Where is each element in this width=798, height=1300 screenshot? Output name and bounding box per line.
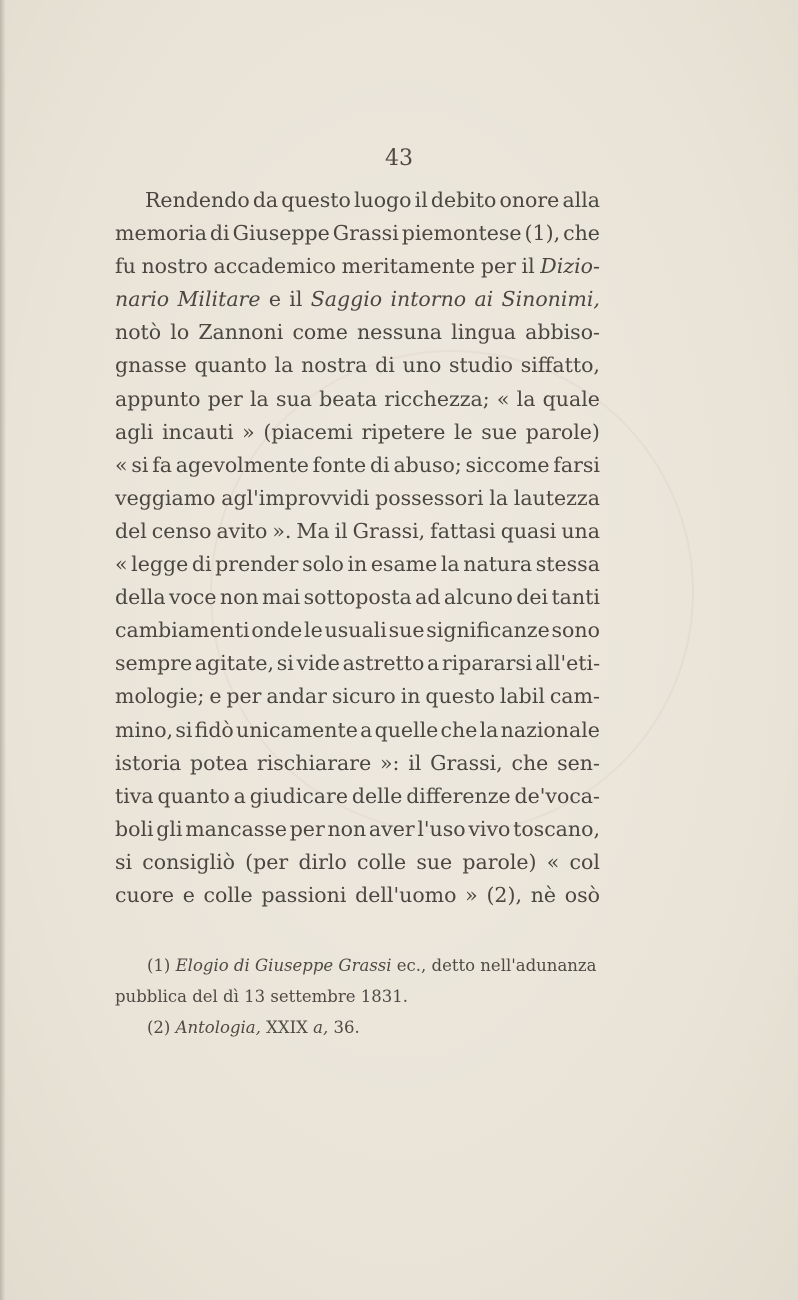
word: per [480, 254, 516, 279]
word: agli [115, 419, 154, 444]
word: sen- [557, 750, 600, 775]
word: onde [251, 618, 303, 643]
word: (piacemi [263, 419, 353, 444]
word: « [115, 552, 128, 577]
word: fattasi [430, 518, 496, 543]
word: « [496, 386, 510, 411]
word: vivo [468, 816, 511, 841]
word: tiva [115, 783, 154, 808]
word: Saggio [310, 287, 383, 312]
word: l'uso [417, 816, 466, 841]
word: appunto [115, 386, 201, 411]
word: sono [551, 618, 600, 643]
word: alla [562, 188, 600, 212]
word: notò [115, 320, 162, 345]
word: le [304, 618, 323, 643]
word: il [521, 254, 535, 279]
footnote-2-a: a, [313, 1018, 334, 1037]
word: lingua [451, 320, 517, 345]
word: significanze [426, 618, 550, 643]
word: boli [115, 816, 154, 841]
word: avito [216, 518, 268, 543]
text-line [115, 747, 600, 780]
word: come [292, 320, 348, 345]
word: aver [368, 816, 415, 841]
word: questo [281, 188, 351, 212]
word: fidò [194, 717, 234, 742]
word: mologie; [115, 684, 205, 709]
text-line [115, 349, 600, 382]
word: col [569, 849, 600, 874]
word: ripetere [361, 419, 446, 444]
word: esame [370, 552, 438, 577]
word: cambiamenti [115, 618, 250, 643]
word: sempre [115, 651, 193, 676]
word: agevolmente [175, 452, 309, 477]
word: la [489, 485, 509, 510]
text-line [115, 780, 600, 813]
word: la [274, 353, 294, 378]
word: la [516, 386, 536, 411]
word: accademico [213, 254, 337, 279]
word: Rendendo [145, 188, 250, 212]
word: a [426, 651, 440, 676]
word: giudicare [249, 783, 348, 808]
word: del [115, 518, 147, 543]
word: di [375, 353, 395, 378]
word: e [209, 684, 222, 709]
footnote-1-rest: ec., detto nell'adunanza [396, 956, 597, 975]
word: da [252, 188, 279, 212]
text-line [115, 316, 600, 349]
text-line [115, 813, 600, 846]
text-line [115, 879, 600, 912]
word: siccome [465, 452, 550, 477]
footnote-1-mark: (1) [147, 956, 176, 975]
word: colle [203, 882, 253, 907]
footnote-2-page: 36. [333, 1018, 360, 1037]
word: » [465, 882, 478, 907]
word: Dizio- [540, 254, 600, 279]
word: in [347, 552, 368, 577]
word: mino, [115, 717, 174, 742]
word: che [563, 221, 600, 246]
word: a [360, 717, 373, 742]
word: a [233, 783, 246, 808]
word: « [115, 452, 128, 477]
word: lautezza [513, 485, 600, 510]
word: labil [499, 684, 545, 709]
word: mai [262, 585, 301, 610]
word: « [546, 849, 560, 874]
text-line [115, 680, 600, 713]
word: per [226, 684, 262, 709]
text-line [115, 647, 600, 680]
word: usuali [324, 618, 387, 643]
word: il [414, 188, 428, 212]
word: censo [151, 518, 212, 543]
footnote-2-title: Antologia, [175, 1018, 267, 1037]
word: »: [380, 750, 400, 775]
word: colle [357, 849, 407, 874]
word: incauti [162, 419, 234, 444]
footnote-1 [115, 950, 600, 981]
word: onore [499, 188, 560, 212]
word: di [191, 552, 212, 577]
word: non [327, 816, 367, 841]
page-number: 43 [385, 146, 413, 171]
word: debito [430, 188, 497, 212]
word: fa [152, 452, 172, 477]
word: sicuro [331, 684, 396, 709]
word: dell'uomo [355, 882, 457, 907]
word: farsi [553, 452, 600, 477]
text-line [115, 614, 600, 647]
word: abbiso- [525, 320, 600, 345]
word: de'voca- [514, 783, 600, 808]
word: meritamente [341, 254, 476, 279]
word: nessuna [356, 320, 442, 345]
text-line [115, 184, 600, 217]
text-line [115, 217, 600, 250]
word: che [511, 750, 549, 775]
word: gnasse [115, 353, 187, 378]
word: consigliò [142, 849, 235, 874]
word: Sinonimi, [501, 287, 600, 312]
word: passioni [261, 882, 347, 907]
word: alcuno [443, 585, 513, 610]
word: le [453, 419, 473, 444]
word: sue [416, 849, 453, 874]
word: si [175, 717, 193, 742]
word: siffatto, [520, 353, 600, 378]
word: ricchezza; [384, 386, 490, 411]
word: veggiamo [115, 485, 216, 510]
word: della [115, 585, 166, 610]
word: nè [530, 882, 557, 907]
word: parole) [462, 849, 537, 874]
text-line [115, 283, 600, 316]
word: nario [115, 287, 170, 312]
text-line [115, 449, 600, 482]
word: memoria [115, 221, 207, 246]
word: luogo [353, 188, 412, 212]
word: agl'improvvidi [221, 485, 370, 510]
body-text [115, 184, 600, 912]
text-line [115, 482, 600, 515]
word: questo [425, 684, 495, 709]
word: andar [266, 684, 327, 709]
word: possessori [375, 485, 484, 510]
word: il [289, 287, 303, 312]
word: delle [351, 783, 403, 808]
word: ripararsi [441, 651, 533, 676]
word: una [561, 518, 600, 543]
word: intorno [390, 287, 467, 312]
word: quasi [500, 518, 557, 543]
text-line [115, 515, 600, 548]
word: sottoposta [303, 585, 412, 610]
word: osò [564, 882, 600, 907]
word: nazionale [500, 717, 600, 742]
text-line [115, 846, 600, 879]
word: prender [215, 552, 299, 577]
word: Grassi [332, 221, 399, 246]
word: Grassi, [430, 750, 503, 775]
word: cuore [115, 882, 174, 907]
word: dirlo [298, 849, 347, 874]
word: gli [156, 816, 183, 841]
word: ad [415, 585, 441, 610]
word: non [219, 585, 259, 610]
word: studio [449, 353, 514, 378]
word: si [276, 651, 294, 676]
word: sue [481, 419, 518, 444]
word: fu [115, 254, 136, 279]
word: di [209, 221, 230, 246]
word: differenze [406, 783, 511, 808]
footnote-2-volume: XXIX [266, 1018, 314, 1037]
text-line [115, 714, 600, 747]
word: Zannoni [198, 320, 284, 345]
word: la [440, 552, 460, 577]
word: cam- [549, 684, 600, 709]
word: (per [245, 849, 289, 874]
word: quale [542, 386, 600, 411]
word: quanto [157, 783, 230, 808]
word: » [242, 419, 255, 444]
word: Militare [177, 287, 261, 312]
word: piemontese [401, 221, 522, 246]
word: e [268, 287, 281, 312]
page-edge-shadow [0, 0, 6, 1300]
text-line [115, 548, 600, 581]
word: sue [388, 618, 425, 643]
word: unicamente [236, 717, 358, 742]
word: quanto [194, 353, 267, 378]
word: di [369, 452, 390, 477]
text-line [115, 416, 600, 449]
word: in [400, 684, 421, 709]
word: abuso; [393, 452, 462, 477]
word: per [289, 816, 325, 841]
word: lo [170, 320, 190, 345]
text-line [115, 581, 600, 614]
word: Giuseppe [232, 221, 330, 246]
footnote-1-title: Elogio di Giuseppe Grassi [175, 956, 397, 975]
word: nostra [301, 353, 368, 378]
word: si [131, 452, 149, 477]
word: astretto [342, 651, 425, 676]
word: fonte [312, 452, 367, 477]
word: ». [272, 518, 292, 543]
word: nostro [141, 254, 208, 279]
word: legge [131, 552, 189, 577]
word: il [334, 518, 348, 543]
word: (1), [524, 221, 561, 246]
word: il [408, 750, 422, 775]
word: la [249, 386, 269, 411]
footnote-2 [115, 1012, 600, 1043]
footnote-2-mark: (2) [147, 1018, 176, 1037]
word: mancasse [185, 816, 287, 841]
word: agitate, [194, 651, 275, 676]
text-line [115, 383, 600, 416]
word: (2), [486, 882, 522, 907]
word: potea [190, 750, 249, 775]
word: toscano, [513, 816, 600, 841]
word: si [115, 849, 133, 874]
word: quelle [374, 717, 439, 742]
word: per [207, 386, 243, 411]
word: dei [516, 585, 549, 610]
footnotes [115, 950, 600, 1043]
word: all'eti- [535, 651, 600, 676]
word: tanti [551, 585, 600, 610]
word: e [182, 882, 195, 907]
word: ai [474, 287, 494, 312]
word: vide [296, 651, 340, 676]
word: beata [319, 386, 378, 411]
text-line [115, 250, 600, 283]
word: stessa [535, 552, 600, 577]
word: la [479, 717, 499, 742]
word: parole) [525, 419, 600, 444]
word: istoria [115, 750, 182, 775]
word: rischiarare [256, 750, 372, 775]
word: sua [275, 386, 312, 411]
word: Grassi, [352, 518, 426, 543]
word: che [440, 717, 478, 742]
word: uno [402, 353, 442, 378]
word: voce [168, 585, 217, 610]
footnote-1-continuation: pubblica del dì 13 settembre 1831. [115, 987, 408, 1006]
word: Ma [296, 518, 330, 543]
word: solo [302, 552, 344, 577]
word: natura [463, 552, 533, 577]
